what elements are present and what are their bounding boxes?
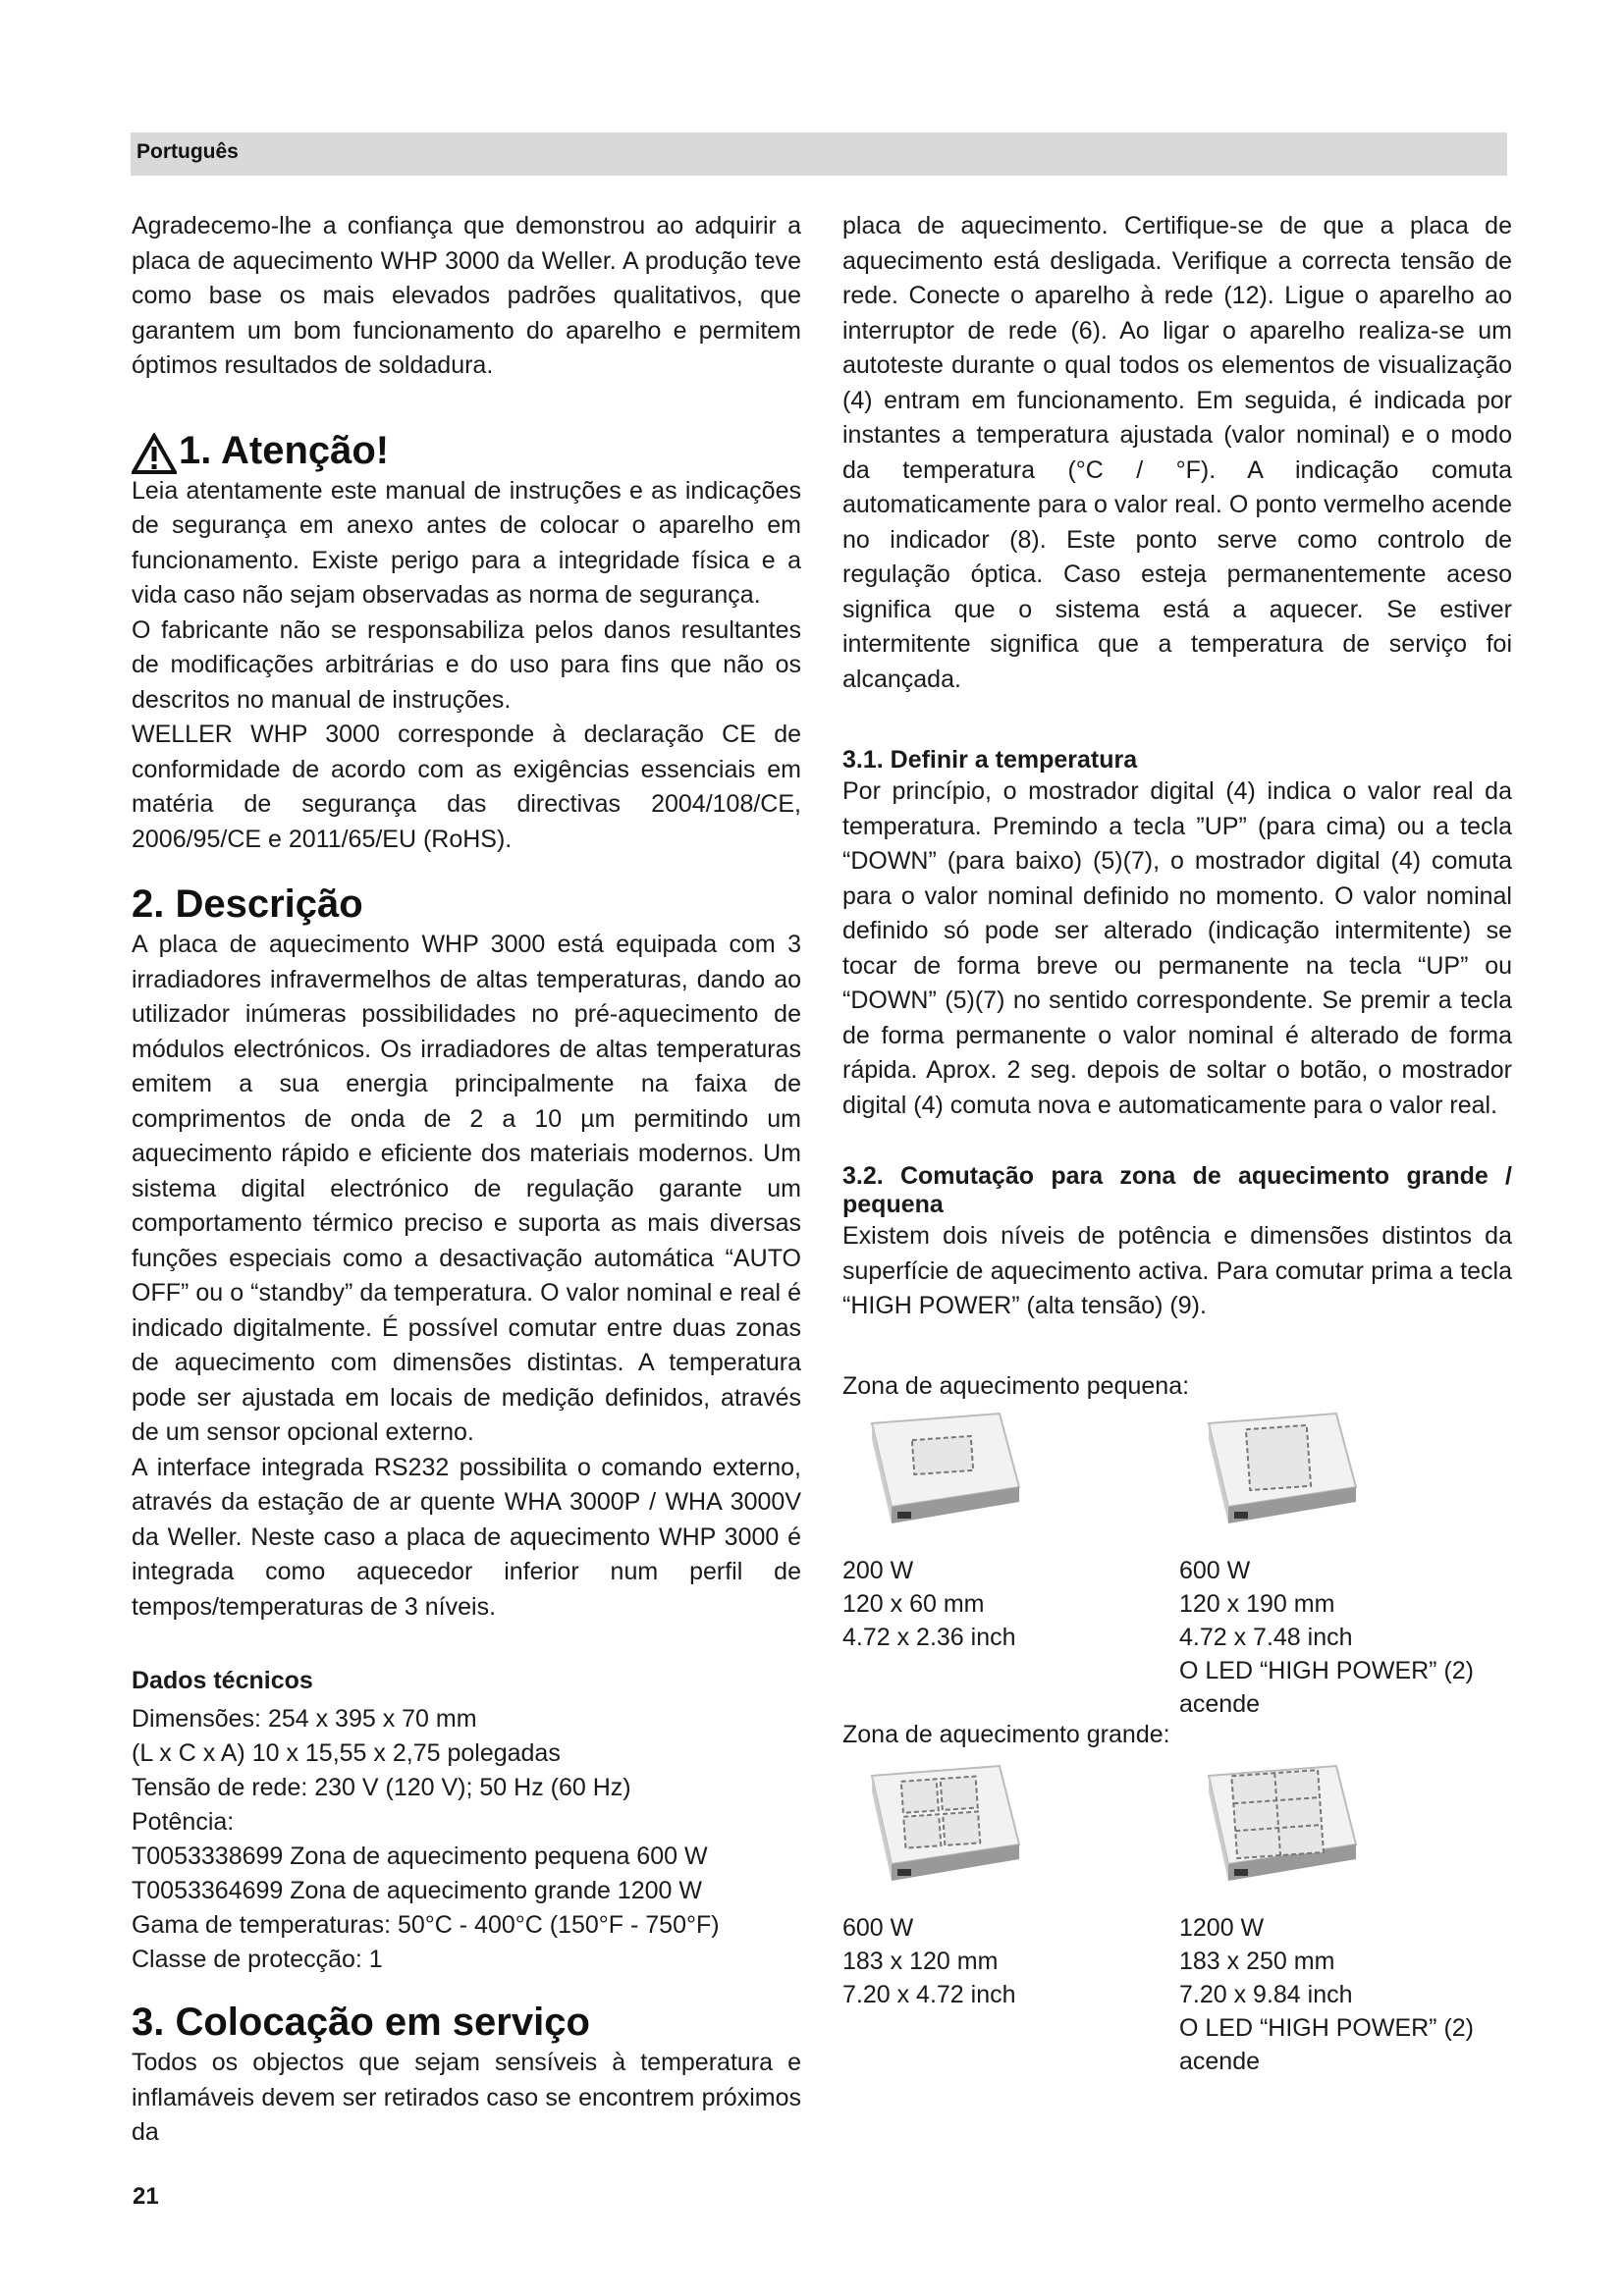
large-zone-label: Zona de aquecimento grande: bbox=[842, 1721, 1170, 1748]
product-note: O LED “HIGH POWER” (2) acende bbox=[1179, 1657, 1475, 1718]
product-card bbox=[1179, 1761, 1503, 2078]
tech-line: Gama de temperaturas: 50°C - 400°C (150°F - 750°F) bbox=[132, 1911, 720, 1939]
section2-para-1: A placa de aquecimento WHP 3000 está equipada com 3 irradiadores infravermelhos de altas temperaturas, dando ao utilizador inúmeras possibilidades no pré-aquecimento de módulos electrónicos. Os irradiadores de altas temperaturas emitem a sua energia principalmente na faixa de comprimentos de onda de 2 a 10 µm permitindo um aquecimento rápido e eficiente dos materiais modernos. Um sistema digital electrónico de regulação garante um comportamento térmico preciso e suporta as mais diversas funções especiais como a desactivação automática “AUTO OFF” ou o “standby” da temperatura. O valor nominal e real é indicado digitalmente. É possível comutar entre duas zonas de aquecimento com dimensões distintas. A temperatura pode ser ajustada em locais de medição definidos, através de um sensor opcional externo. bbox=[132, 931, 801, 1446]
product-size-mm: 120 x 60 mm bbox=[842, 1590, 985, 1618]
large-zone-products bbox=[842, 1761, 1512, 2114]
product-size-mm: 120 x 190 mm bbox=[1179, 1590, 1335, 1618]
tech-line: T0053338699 Zona de aquecimento pequena 600 W bbox=[132, 1842, 708, 1870]
product-power: 600 W bbox=[842, 1913, 914, 1942]
product-size-mm: 183 x 120 mm bbox=[842, 1947, 999, 1975]
product-note: O LED “HIGH POWER” (2) acende bbox=[1179, 2013, 1475, 2075]
section3-para-left: Todos os objectos que sejam sensíveis à temperatura e inflamáveis devem ser retirados caso se encontrem próximos da bbox=[132, 2049, 801, 2146]
tech-line: Classe de protecção: 1 bbox=[132, 1946, 383, 1973]
left-column bbox=[132, 209, 801, 2151]
product-power: 200 W bbox=[842, 1557, 914, 1584]
tech-data bbox=[132, 1664, 801, 1977]
product-size-inch: 7.20 x 9.84 inch bbox=[1179, 1980, 1353, 2008]
product-power: 600 W bbox=[1179, 1557, 1251, 1584]
small-zone-products bbox=[842, 1404, 1512, 1767]
tech-line: Potência: bbox=[132, 1808, 235, 1836]
section1-heading bbox=[132, 427, 801, 474]
language-label: Português bbox=[136, 140, 239, 163]
right-column bbox=[842, 209, 1512, 2114]
product-card bbox=[842, 1404, 1166, 1654]
section2-para-2: A interface integrada RS232 possibilita o comando externo, através da estação de ar quente WHA 3000P / WHA 3000V da Weller. Neste caso a placa de aquecimento WHP 3000 é integrada como aquecedor inferior num perfil de tempos/temperaturas de 3 níveis. bbox=[132, 1453, 801, 1621]
tech-title: Dados técnicos bbox=[132, 1667, 313, 1694]
product-card bbox=[842, 1761, 1166, 2011]
product-power: 1200 W bbox=[1179, 1913, 1265, 1942]
heating-plate-image bbox=[842, 1761, 1029, 1898]
tech-line: Tensão de rede: 230 V (120 V); 50 Hz (60 Hz) bbox=[132, 1774, 631, 1801]
section3-para-right: placa de aquecimento. Certifique-se de que a placa de aquecimento está desligada. Verifique a correcta tensão de rede. Conecte o aparelho à rede (12). Ligue o aparelho ao interruptor de rede (6). Ao ligar o aparelho realiza-se um autoteste durante o qual todos os elementos de visualização (4) entram em funcionamento. Em seguida, é indicada por instantes a temperatura ajustada (valor nominal) e o modo da temperatura (°C / °F). A indicação comuta automaticamente para o valor real. O ponto vermelho acende no indicador (8). Este ponto serve como controlo de regulação óptica. Caso esteja permanentemente aceso significa que o sistema está a aquecer. Se estiver intermitente significa que a temperatura de serviço foi alcançada. bbox=[842, 212, 1512, 693]
tech-line: Dimensões: 254 x 395 x 70 mm bbox=[132, 1705, 477, 1733]
section1-para-2: O fabricante não se responsabiliza pelos danos resultantes de modificações arbitrárias e do uso para fins que não os descritos no manual de instruções. bbox=[132, 615, 801, 714]
product-size-inch: 4.72 x 7.48 inch bbox=[1179, 1624, 1353, 1651]
page-number: 21 bbox=[133, 2183, 159, 2210]
product-size-inch: 7.20 x 4.72 inch bbox=[842, 1980, 1016, 2008]
section2-title: 2. Descrição bbox=[132, 882, 363, 926]
section1-para-3: WELLER WHP 3000 corresponde à declaração CE de conformidade de acordo com as exigências essenciais em matéria de segurança das directivas 2004/108/CE, 2006/95/CE e 2011/65/EU (RoHS). bbox=[132, 721, 801, 853]
heating-plate-image bbox=[842, 1404, 1029, 1541]
heating-plate-image bbox=[1179, 1761, 1366, 1898]
tech-line: (L x C x A) 10 x 15,55 x 2,75 polegadas bbox=[132, 1739, 561, 1767]
product-card bbox=[1179, 1404, 1503, 1721]
section32-paragraph: Existem dois níveis de potência e dimensões distintos da superfície de aquecimento activa. Para comutar prima a tecla “HIGH POWER” (alta tensão) (9). bbox=[842, 1222, 1512, 1319]
product-size-inch: 4.72 x 2.36 inch bbox=[842, 1624, 1016, 1651]
tech-line: T0053364699 Zona de aquecimento grande 1200 W bbox=[132, 1877, 702, 1904]
warning-triangle-icon bbox=[132, 433, 177, 474]
language-header-bar bbox=[131, 133, 1507, 176]
section31-title: 3.1. Definir a temperatura bbox=[842, 746, 1138, 774]
section1-para-1: Leia atentamente este manual de instruções e as indicações de segurança em anexo antes de colocar o aparelho em funcionamento. Existe perigo para a integridade física e a vida caso não sejam observadas as norma de segurança. bbox=[132, 476, 801, 609]
section31-paragraph: Por princípio, o mostrador digital (4) indica o valor real da temperatura. Premindo a tecla ”UP” (para cima) ou a tecla “DOWN” (para baixo) (5)(7), o mostrador digital (4) comuta para o valor nominal definido no momento. O valor nominal definido só pode ser alterado (indicação intermitente) se tocar de forma breve ou permanente na tecla “UP” ou “DOWN” (5)(7) no sentido correspondente. Se premir a tecla de forma permanente o valor nominal é alterado de forma rápida. Aprox. 2 seg. depois de soltar o botão, o mostrador digital (4) comuta nova e automaticamente para o valor real. bbox=[842, 777, 1512, 1119]
small-zone-label: Zona de aquecimento pequena: bbox=[842, 1371, 1190, 1400]
section3-title: 3. Colocação em serviço bbox=[132, 2001, 590, 2044]
heating-plate-image bbox=[1179, 1404, 1366, 1541]
section1-title: 1. Atenção! bbox=[179, 428, 390, 472]
intro-paragraph: Agradecemo-lhe a confiança que demonstrou ao adquirir a placa de aquecimento WHP 3000 da Weller. A produção teve como base os mais elevados padrões qualitativos, que garantem um bom funcionamento do aparelho e permitem óptimos resultados de soldadura. bbox=[132, 212, 801, 379]
section32-title: 3.2. Comutação para zona de aquecimento grande / pequena bbox=[842, 1162, 1512, 1218]
product-size-mm: 183 x 250 mm bbox=[1179, 1947, 1335, 1975]
